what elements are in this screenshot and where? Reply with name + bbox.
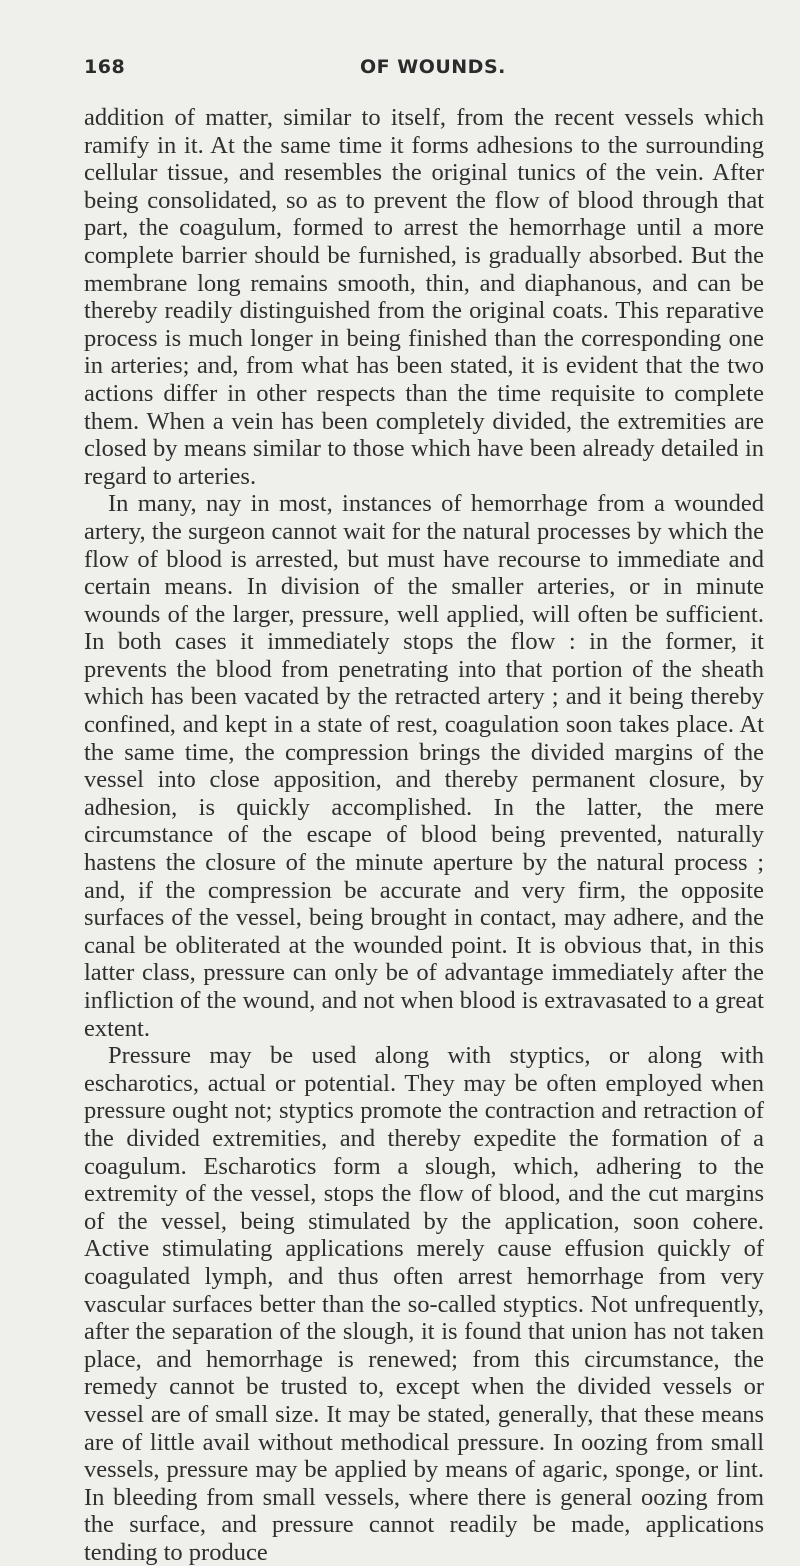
body-text — [84, 104, 764, 1566]
page-header — [84, 56, 760, 86]
paragraph: In many, nay in most, instances of hemorrhage from a wounded artery, the surgeon cannot wait for the natural processes by which the flow of blood is arrested, but must have recourse to immediate and certain means. In division of the smaller arteries, or in minute wounds of the larger, pressure, well applied, will often be sufficient. In both cases it immediately stops the flow : in the former, it prevents the blood from penetrating into that portion of the sheath which has been vacated by the retracted artery ; and it being thereby confined, and kept in a state of rest, coagulation soon takes place. At the same time, the compression brings the divided margins of the vessel into close apposition, and thereby permanent closure, by adhesion, is quickly accomplished. In the latter, the mere circumstance of the escape of blood being prevented, naturally hastens the closure of the minute aperture by the natural process ; and, if the compression be accurate and very firm, the opposite surfaces of the vessel, being brought in contact, may adhere, and the canal be obliterated at the wounded point. It is obvious that, in this latter class, pressure can only be of advantage immediately after the infliction of the wound, and not when blood is extravasated to a great extent. — [84, 490, 764, 1042]
paragraph: Pressure may be used along with styptics, or along with escharotics, actual or potential. They may be often employed when pressure ought not; styptics promote the contraction and retraction of the divided extremities, and thereby expedite the formation of a coagulum. Escharotics form a slough, which, adhering to the extremity of the vessel, stops the flow of blood, and the cut margins of the vessel, being stimulated by the application, soon cohere. Active stimulating applications merely cause effusion quickly of coagulated lymph, and thus often arrest hemorrhage from very vascular surfaces better than the so-called styptics. Not unfrequently, after the separation of the slough, it is found that union has not taken place, and hemorrhage is renewed; from this circumstance, the remedy cannot be trusted to, except when the divided vessels or vessel are of small size. It may be stated, generally, that these means are of little avail without methodical pressure. In oozing from small vessels, pressure may be applied by means of agaric, sponge, or lint. In bleeding from small vessels, where there is general oozing from the surface, and pressure cannot readily be made, applications tending to produce — [84, 1042, 764, 1566]
page-number: 168 — [84, 56, 126, 78]
running-title: OF WOUNDS. — [360, 56, 506, 78]
paragraph: addition of matter, similar to itself, from the recent vessels which ramify in it. At the same time it forms adhesions to the surrounding cellular tissue, and resembles the original tunics of the vein. After being consolidated, so as to prevent the flow of blood through that part, the coagulum, formed to arrest the hemorrhage until a more complete barrier should be furnished, is gradually absorbed. But the membrane long remains smooth, thin, and diaphanous, and can be thereby readily distinguished from the original coats. This reparative process is much longer in being finished than the corresponding one in arteries; and, from what has been stated, it is evident that the two actions differ in other respects than the time requisite to complete them. When a vein has been completely divided, the extremities are closed by means similar to those which have been already detailed in regard to arteries. — [84, 104, 764, 490]
